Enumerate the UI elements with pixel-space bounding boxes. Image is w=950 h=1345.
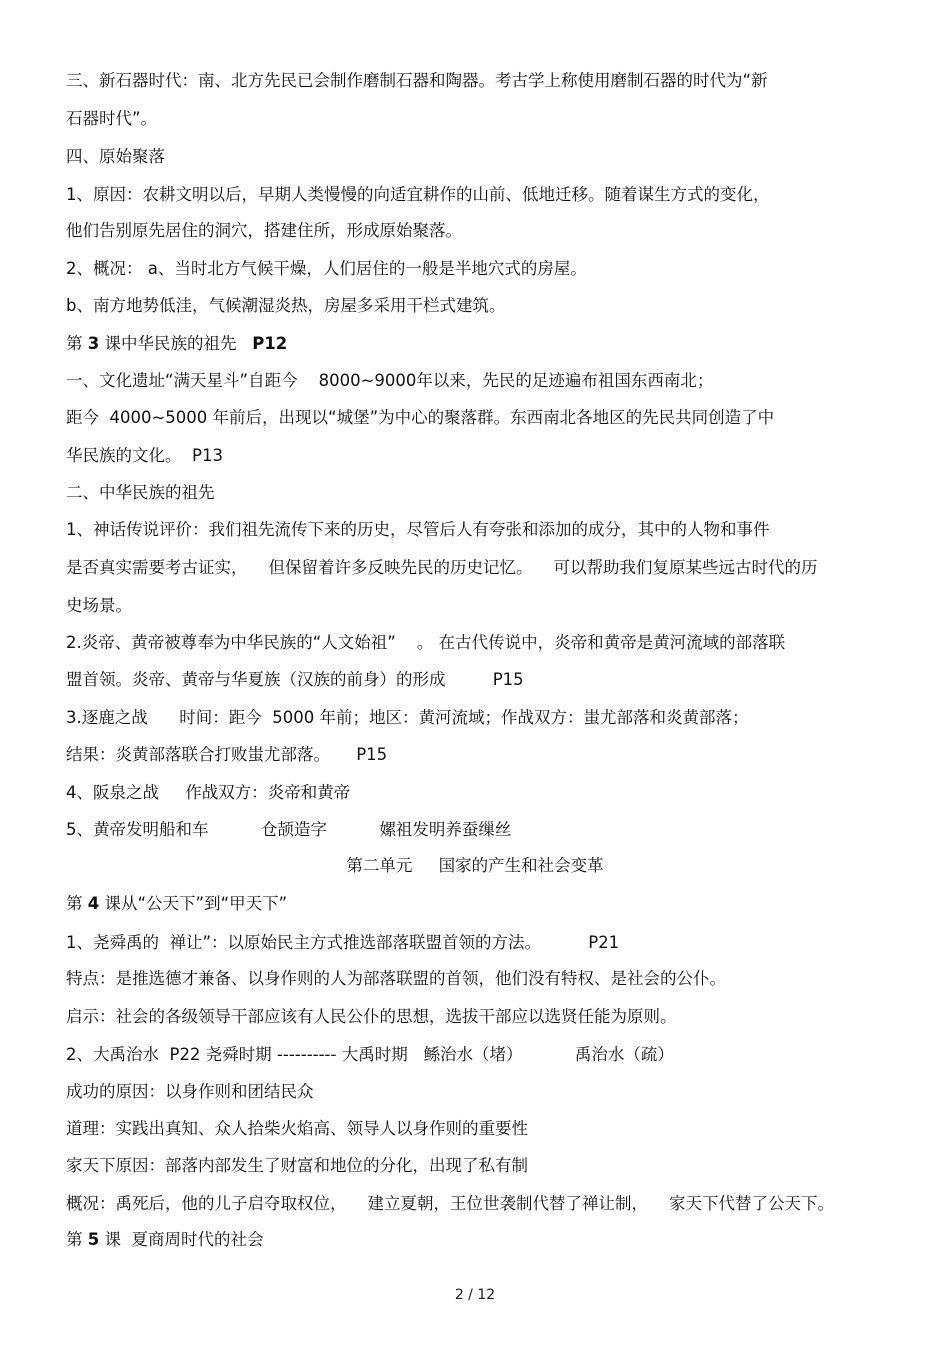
text-line: 3.逐鹿之战 时间：距今 5000 年前；地区：黄河流域；作战双方：蚩尤部落和炎黄部落；: [66, 708, 749, 727]
lesson-number: 5: [87, 1230, 100, 1249]
page-number: 2 / 12: [454, 1287, 496, 1303]
text-line: 5、黄帝发明船和车 仓颉造字 嫘祖发明养蚕缫丝: [66, 820, 512, 839]
text-line: 是否真实需要考古证实， 但保留着许多反映先民的历史记忆。 可以帮助我们复原某些远古时代的历: [66, 558, 818, 577]
text-line: b、南方地势低洼，气候潮湿炎热，房屋多采用干栏式建筑。: [66, 296, 506, 315]
lesson-number: 4: [87, 894, 100, 913]
lesson-heading: [66, 893, 890, 915]
text-line: 盟首领。炎帝、黄帝与华夏族（汉族的前身）的形成 P15: [66, 670, 524, 689]
section-heading: 四、原始聚落: [66, 147, 165, 166]
lesson-page-ref: P12: [252, 334, 288, 353]
text-line: 他们告别原先居住的洞穴，搭建住所，形成原始聚落。: [66, 221, 462, 240]
section-heading: 二、中华民族的祖先: [66, 483, 215, 502]
text-line: 概况：禹死后，他的儿子启夺取权位， 建立夏朝，王位世袭制代替了禅让制， 家天下代替了公天下。: [66, 1194, 834, 1213]
lesson-heading: [66, 333, 890, 355]
lesson-title: 课 夏商周时代的社会: [99, 1230, 264, 1249]
text-line: 启示：社会的各级领导干部应该有人民公仆的思想，选拔干部应以选贤任能为原则。: [66, 1007, 677, 1026]
text-line: 特点：是推选德才兼备、以身作则的人为部落联盟的首领，他们没有特权、是社会的公仆。: [66, 969, 726, 988]
lesson-title: 课从“公天下”到“甲天下”: [99, 894, 288, 913]
text-line: 1、原因：农耕文明以后，早期人类慢慢的向适宜耕作的山前、低地迁移。随着谋生方式的变化，: [66, 185, 770, 204]
text-line: 结果：炎黄部落联合打败蚩尤部落。 P15: [66, 745, 388, 764]
text-line: 1、尧舜禹的 禅让”：以原始民主方式推选部落联盟首领的方法。 P21: [66, 933, 620, 952]
text-line: 1、神话传说评价：我们祖先流传下来的历史，尽管后人有夸张和添加的成分，其中的人物和事件: [66, 520, 770, 539]
lesson-number: 3: [87, 334, 100, 353]
text-line: 成功的原因：以身作则和团结民众: [66, 1082, 314, 1101]
unit-heading: 第二单元 国家的产生和社会变革: [346, 856, 604, 875]
text-line: 道理：实践出真知、众人拾柴火焰高、领导人以身作则的重要性: [66, 1119, 528, 1138]
text-line: 石器时代”。: [66, 109, 158, 128]
lesson-title: 课中华民族的祖先: [99, 334, 253, 353]
text-line: 2、概况： a、当时北方气候干燥，人们居住的一般是半地穴式的房屋。: [66, 259, 587, 278]
lesson-heading: [66, 1229, 890, 1251]
text-line: 距今 4000~5000 年前后，出现以“城堡”为中心的聚落群。东西南北各地区的先民共同创造了中: [66, 408, 775, 427]
text-line: 2、大禹治水 P22 尧舜时期 ---------- 大禹时期 鲧治水（堵） 禹治水（疏）: [66, 1045, 674, 1064]
text-line: 华民族的文化。 P13: [66, 446, 223, 465]
text-line: 2.炎帝、黄帝被尊奉为中华民族的“人文始祖” 。 在古代传说中，炎帝和黄帝是黄河流域的部落联: [66, 633, 786, 652]
text-line: 史场景。: [66, 596, 132, 615]
lesson-prefix: 第: [66, 334, 88, 353]
lesson-prefix: 第: [66, 1230, 88, 1249]
text-line: 一、文化遗址“满天星斗”自距今 8000~9000年以来，先民的足迹遍布祖国东西南北；: [66, 371, 714, 390]
text-line: 三、新石器时代：南、北方先民已会制作磨制石器和陶器。考古学上称使用磨制石器的时代为“新: [66, 71, 768, 90]
text-line: 家天下原因：部落内部发生了财富和地位的分化，出现了私有制: [66, 1156, 528, 1175]
lesson-prefix: 第: [66, 894, 88, 913]
text-line: 4、阪泉之战 作战双方：炎帝和黄帝: [66, 783, 351, 802]
